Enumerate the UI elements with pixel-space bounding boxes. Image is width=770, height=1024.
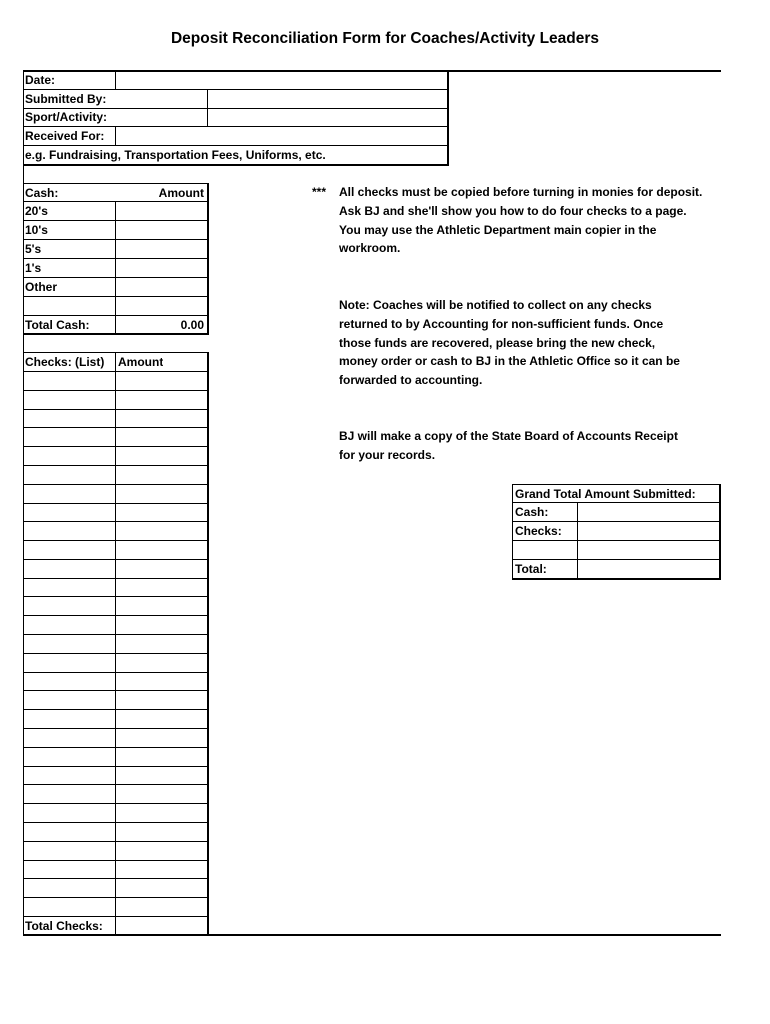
check-description-field[interactable] bbox=[24, 428, 115, 446]
check-amount-field[interactable] bbox=[116, 522, 207, 540]
check-description-field[interactable] bbox=[24, 898, 115, 916]
grand-total-blank-field[interactable] bbox=[578, 541, 719, 559]
note-line: BJ will make a copy of the State Board of Accounts Receipt bbox=[339, 429, 678, 443]
check-amount-field[interactable] bbox=[116, 785, 207, 803]
check-amount-field[interactable] bbox=[116, 879, 207, 897]
cash-denomination-label: Other bbox=[25, 280, 58, 294]
sport-activity-label: Sport/Activity: bbox=[25, 110, 108, 124]
total-cash-label: Total Cash: bbox=[25, 318, 90, 332]
check-amount-field[interactable] bbox=[116, 635, 207, 653]
check-amount-field[interactable] bbox=[116, 541, 207, 559]
check-amount-field[interactable] bbox=[116, 654, 207, 672]
note-line: those funds are recovered, please bring the new check, bbox=[339, 335, 656, 350]
check-description-field[interactable] bbox=[24, 767, 115, 784]
check-amount-field[interactable] bbox=[116, 428, 207, 446]
receipt-note bbox=[339, 427, 678, 465]
check-description-field[interactable] bbox=[24, 635, 115, 653]
check-description-field[interactable] bbox=[24, 861, 115, 878]
copy-note bbox=[339, 183, 702, 258]
total-checks-label: Total Checks: bbox=[25, 919, 103, 933]
check-description-field[interactable] bbox=[24, 654, 115, 672]
check-description-field[interactable] bbox=[24, 485, 115, 503]
cash-denomination-label: 1's bbox=[25, 261, 42, 275]
checks-header-label: Checks: (List) bbox=[25, 355, 105, 369]
note-line: for your records. bbox=[339, 447, 436, 462]
check-amount-field[interactable] bbox=[116, 616, 207, 634]
grand-total-total-label: Total: bbox=[515, 562, 547, 576]
check-description-field[interactable] bbox=[24, 560, 115, 578]
note-line: Note: Coaches will be notified to collect on any checks bbox=[339, 298, 652, 312]
check-description-field[interactable] bbox=[24, 447, 115, 465]
cash-amount-header: Amount bbox=[158, 186, 204, 200]
check-amount-field[interactable] bbox=[116, 823, 207, 841]
nsf-note bbox=[339, 296, 680, 390]
sport-activity-field[interactable] bbox=[208, 108, 447, 126]
cash-amount-field[interactable] bbox=[116, 278, 207, 296]
check-amount-field[interactable] bbox=[116, 579, 207, 596]
check-amount-field[interactable] bbox=[116, 842, 207, 860]
check-amount-field[interactable] bbox=[116, 447, 207, 465]
check-description-field[interactable] bbox=[24, 391, 115, 409]
date-label: Date: bbox=[25, 73, 56, 87]
check-amount-field[interactable] bbox=[116, 767, 207, 784]
note-line: You may use the Athletic Department main copier in the bbox=[339, 222, 657, 237]
total-cash-value: 0.00 bbox=[180, 318, 204, 332]
note-line: forwarded to accounting. bbox=[339, 373, 483, 388]
check-amount-field[interactable] bbox=[116, 597, 207, 615]
total-checks-field[interactable] bbox=[116, 917, 207, 934]
check-description-field[interactable] bbox=[24, 410, 115, 427]
check-description-field[interactable] bbox=[24, 729, 115, 747]
check-description-field[interactable] bbox=[24, 616, 115, 634]
check-description-field[interactable] bbox=[24, 673, 115, 690]
check-description-field[interactable] bbox=[24, 823, 115, 841]
check-description-field[interactable] bbox=[24, 579, 115, 596]
check-description-field[interactable] bbox=[24, 691, 115, 709]
check-description-field[interactable] bbox=[24, 710, 115, 728]
received-for-field[interactable] bbox=[116, 127, 447, 145]
cash-amount-field[interactable] bbox=[116, 240, 207, 258]
submitted-by-label: Submitted By: bbox=[25, 92, 107, 106]
check-amount-field[interactable] bbox=[116, 729, 207, 747]
grand-total-cash-field[interactable] bbox=[578, 503, 719, 521]
check-description-field[interactable] bbox=[24, 372, 115, 390]
check-description-field[interactable] bbox=[24, 785, 115, 803]
check-row-divider bbox=[23, 916, 208, 917]
check-description-field[interactable] bbox=[24, 541, 115, 559]
note-line: workroom. bbox=[339, 241, 401, 256]
cash-amount-field[interactable] bbox=[116, 259, 207, 277]
check-amount-field[interactable] bbox=[116, 748, 207, 766]
check-amount-field[interactable] bbox=[116, 861, 207, 878]
received-for-label: Received For: bbox=[25, 129, 105, 143]
cash-amount-field[interactable] bbox=[116, 221, 207, 239]
cash-denomination-label: 20's bbox=[25, 204, 48, 218]
check-amount-field[interactable] bbox=[116, 485, 207, 503]
grand-total-checks-field[interactable] bbox=[578, 522, 719, 540]
grand-total-checks-label: Checks: bbox=[515, 524, 562, 538]
check-description-field[interactable] bbox=[24, 597, 115, 615]
copy-marker: *** bbox=[312, 185, 327, 199]
cash-denomination-label: 10's bbox=[25, 223, 48, 237]
note-line: returned to by Accounting for non-sufficient funds. Once bbox=[339, 316, 664, 331]
check-description-field[interactable] bbox=[24, 748, 115, 766]
check-description-field[interactable] bbox=[24, 879, 115, 897]
grand-total-header: Grand Total Amount Submitted: bbox=[515, 487, 696, 501]
check-amount-field[interactable] bbox=[116, 466, 207, 484]
check-amount-field[interactable] bbox=[116, 391, 207, 409]
note-line: money order or cash to BJ in the Athletic Office so it can be bbox=[339, 354, 680, 369]
check-amount-field[interactable] bbox=[116, 898, 207, 916]
check-description-field[interactable] bbox=[24, 842, 115, 860]
check-description-field[interactable] bbox=[24, 466, 115, 484]
grand-total-cash-label: Cash: bbox=[515, 505, 549, 519]
cash-header-label: Cash: bbox=[25, 186, 59, 200]
check-amount-field[interactable] bbox=[116, 560, 207, 578]
check-amount-field[interactable] bbox=[116, 804, 207, 822]
check-description-field[interactable] bbox=[24, 522, 115, 540]
cash-amount-field[interactable] bbox=[116, 202, 207, 220]
check-amount-field[interactable] bbox=[116, 372, 207, 390]
note-line: All checks must be copied before turning in monies for deposit. bbox=[339, 185, 703, 199]
grand-total-total-field[interactable] bbox=[578, 560, 719, 578]
submitted-by-field[interactable] bbox=[208, 90, 447, 108]
check-amount-field[interactable] bbox=[116, 710, 207, 728]
check-description-field[interactable] bbox=[24, 504, 115, 521]
check-amount-field[interactable] bbox=[116, 673, 207, 690]
received-for-example: e.g. Fundraising, Transportation Fees, Uniforms, etc. bbox=[25, 148, 326, 162]
check-amount-field[interactable] bbox=[116, 691, 207, 709]
form-title: Deposit Reconciliation Form for Coaches/Activity Leaders bbox=[170, 30, 600, 47]
check-description-field[interactable] bbox=[24, 804, 115, 822]
checks-amount-header: Amount bbox=[118, 355, 164, 369]
cash-denomination-label: 5's bbox=[25, 242, 42, 256]
date-field[interactable] bbox=[116, 71, 447, 89]
note-line: Ask BJ and she'll show you how to do four checks to a page. bbox=[339, 203, 687, 218]
check-amount-field[interactable] bbox=[116, 410, 207, 427]
check-amount-field[interactable] bbox=[116, 504, 207, 521]
